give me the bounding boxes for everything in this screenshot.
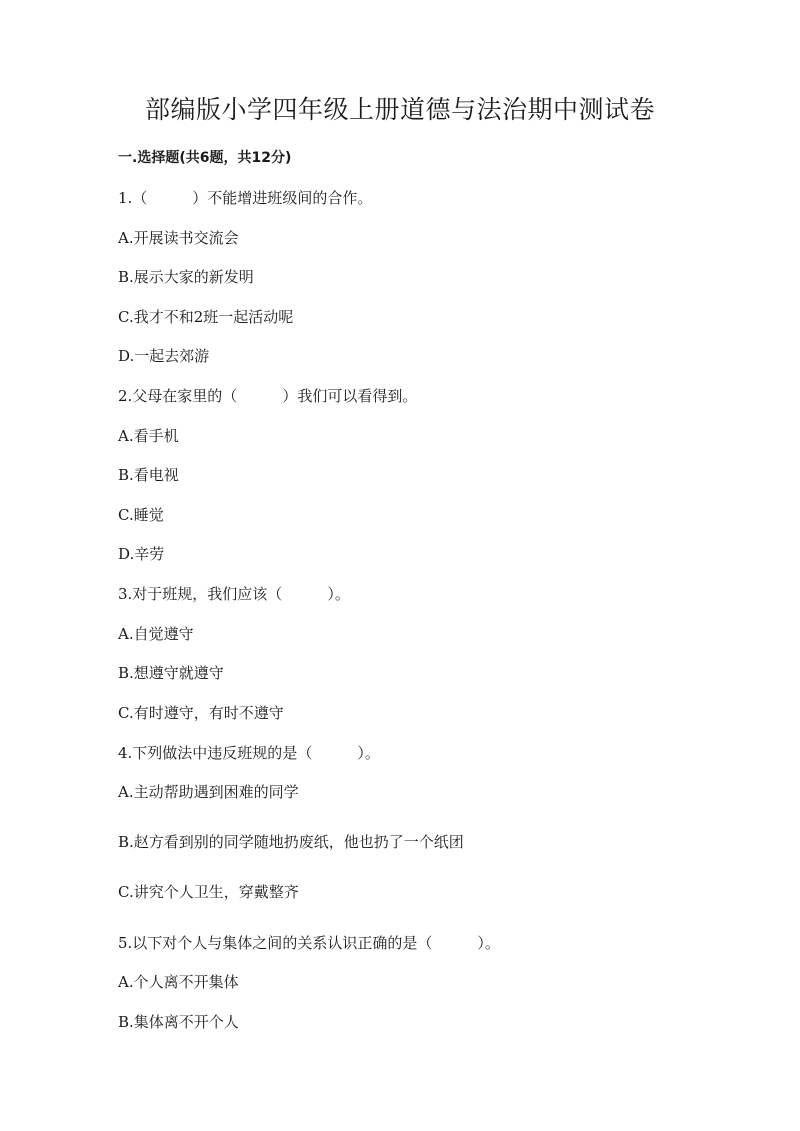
question-3-option-c: C.有时遵守，有时不遵守 — [118, 704, 284, 722]
question-4-stem: 4.下列做法中违反班规的是（ ）。 — [118, 744, 380, 762]
question-4-option-a: A.主动帮助遇到困难的同学 — [118, 783, 299, 801]
question-3-option-a: A.自觉遵守 — [118, 625, 194, 643]
question-3-stem: 3.对于班规，我们应该（ ）。 — [118, 585, 350, 603]
question-1-stem: 1.（ ）不能增进班级间的合作。 — [118, 189, 373, 207]
exam-title: 部编版小学四年级上册道德与法治期中测试卷 — [144, 95, 655, 124]
question-5-option-a: A.个人离不开集体 — [118, 973, 239, 991]
question-4-option-b: B.赵方看到别的同学随地扔废纸，他也扔了一个纸团 — [118, 833, 464, 851]
question-2-option-c: C.睡觉 — [118, 506, 164, 524]
question-2-option-b: B.看电视 — [118, 466, 179, 484]
question-1-option-c: C.我才不和2班一起活动呢 — [118, 308, 294, 326]
question-1-option-a: A.开展读书交流会 — [118, 229, 239, 247]
question-2-stem: 2.父母在家里的（ ）我们可以看得到。 — [118, 387, 418, 405]
question-5-stem: 5.以下对个人与集体之间的关系认识正确的是（ ）。 — [118, 934, 500, 952]
question-3-option-b: B.想遵守就遵守 — [118, 664, 224, 682]
section-heading: 一.选择题(共6题，共12分) — [118, 150, 292, 166]
question-5-option-b: B.集体离不开个人 — [118, 1013, 239, 1031]
question-2-option-a: A.看手机 — [118, 427, 179, 445]
question-4-option-c: C.讲究个人卫生，穿戴整齐 — [118, 883, 299, 901]
question-1-option-d: D.一起去郊游 — [118, 347, 210, 365]
question-2-option-d: D.辛劳 — [118, 545, 165, 563]
question-1-option-b: B.展示大家的新发明 — [118, 268, 254, 286]
